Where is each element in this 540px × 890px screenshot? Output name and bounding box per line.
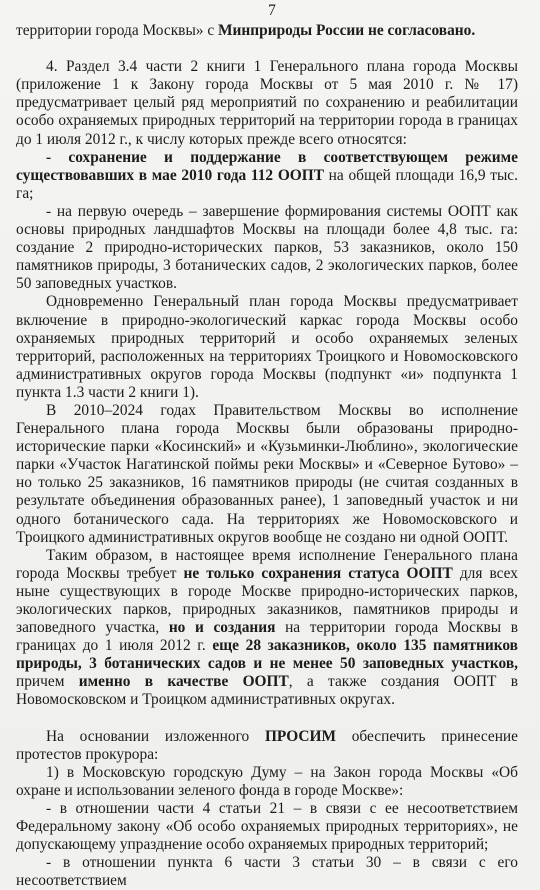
paragraph-2010-2024: В 2010–2024 годах Правительством Москвы во исполнение Генерального плана города Москвы были образованы природно-исторические парки «Косинский» и «Кузьминки-Люблино», экологические парки «Участок Нагатинской поймы реки Москвы» и «Северное Бутово» – но только 25 заказников, 16 памятников природы (не считая созданных в результате объединения образованных ранее), 1 заповедный участок и ни одного ботанического сада. На территориях же Новомосковского и Троицкого административных округов вообще не создано ни одной ООПТ.: [16, 401, 518, 546]
list-item-article-30: - в отношении пункта 6 части 3 статьи 30 – в связи с его несоответствием: [16, 854, 518, 890]
paragraph-thus-bold-1: не только сохранения статуса ООПТ: [183, 564, 453, 582]
paragraph-thus-text-1: Таким образом, в настоящее время исполнение Генерального плана города Москвы требует: [16, 546, 518, 582]
line-continuation-bold: Минприроды России не согласовано.: [218, 22, 476, 40]
paragraph-simultaneously: Одновременно Генеральный план города Москвы предусматривает включение в природно-экологический каркас города Москвы особо охраняемых природных территорий и особо охраняемых зеленых территорий, расположенных на территориях Троицкого и Новомосковского административных округов города Москвы (подпункт «и» подпункта 1 пункта 1.3 части 2 книги 1).: [16, 293, 518, 401]
list-item-1-bold: - сохранение и поддержание в соответствующем режиме существовавших в мае 2010 года 112 ООПТ: [16, 148, 518, 184]
list-item-2: - на первую очередь – завершение формирования системы ООПТ как основы природных ландшафтов Москвы на площади более 4,8 тыс. га: создание 2 природно-исторических парков, 53 заказников, около 150 памятников природы, 3 ботанических садов, 2 экологических парков, более 50 заповедных участков.: [16, 202, 518, 293]
paragraph-thus-text-4: причем: [16, 673, 79, 691]
list-item-1: [16, 149, 518, 203]
paragraph-thus-bold-4: именно в качестве ООПТ: [78, 673, 289, 691]
paragraph-thus-text-5: , а также создания ООПТ в Новомосковском и Троицком административных округах.: [16, 673, 519, 709]
paragraph-basis-text-1: На основании изложенного: [46, 727, 265, 745]
list-item-duma: 1) в Московскую городскую Думу – на Закон города Москвы «Об охране и использовании зеленого фонда в городе Москве»:: [16, 763, 518, 799]
list-item-article-21: - в отношении части 4 статьи 21 – в связи с ее несоответствием Федеральному закону «Об особо охраняемых природных территориях», не допускающему упразднение особо охраняемых природных территорий;: [16, 799, 518, 854]
page-number: 7: [268, 2, 276, 19]
paragraph-thus-bold-3: еще 28 заказников, около 135 памятников природы, 3 ботанических садов и не менее 50 заповедных участков,: [16, 637, 518, 673]
paragraph-thus-text-2: для всех ныне существующих в городе Москве природно-исторических парков, экологических парков, природных заказников, памятников природы и заповедного участка,: [16, 564, 519, 637]
paragraph-thus-bold-2: но и создания: [168, 619, 276, 637]
spacer: [16, 40, 518, 58]
line-continuation-text: территории города Москвы» с: [16, 22, 219, 40]
paragraph-4: 4. Раздел 3.4 части 2 книги 1 Генерального плана города Москвы (приложение 1 к Закону города Москвы от 5 мая 2010 г. № 17) предусматривает целый ряд мероприятий по сохранению и реабилитации особо охраняемых природных территорий на территории города в границах до 1 июля 2012 г., к числу которых прежде всего относятся:: [16, 58, 518, 148]
spacer: [16, 710, 518, 728]
list-item-1-text: на общей площади 16,9 тыс. га;: [16, 166, 518, 202]
paragraph-basis: [16, 728, 518, 764]
paragraph-thus: [16, 547, 518, 710]
paragraph-basis-text-2: обеспечить принесение протестов прокурора:: [16, 727, 518, 763]
paragraph-basis-bold: ПРОСИМ: [264, 727, 336, 745]
line-continuation: [16, 22, 518, 40]
paragraph-thus-text-3: на территории города Москвы в границах до 1 июля 2012 г.: [16, 619, 518, 655]
